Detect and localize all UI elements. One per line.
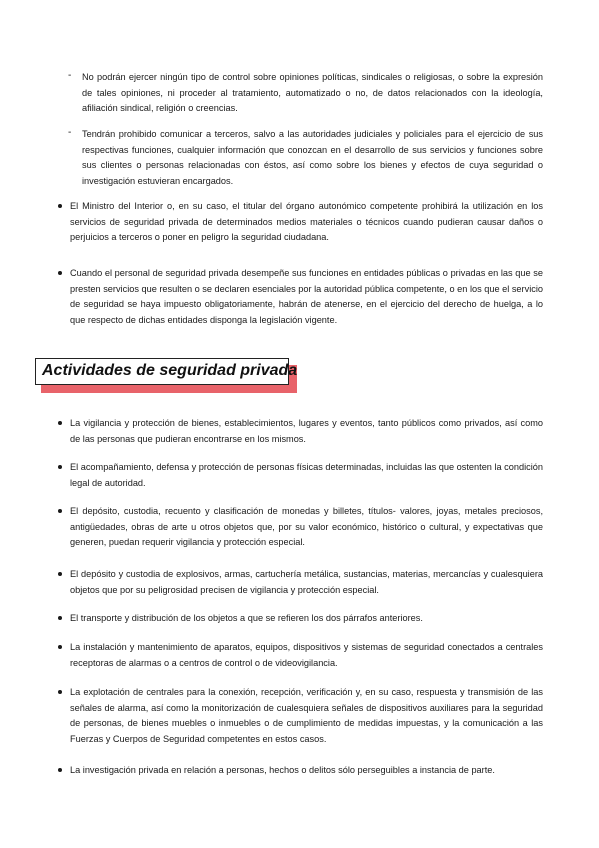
activity-text: La investigación privada en relación a personas, hechos o delitos sólo perseguibles a instancia de parte.: [70, 765, 495, 775]
bullet-marker: [58, 645, 62, 649]
heading-box: [35, 358, 298, 385]
activity-item: [70, 640, 543, 671]
activity-item: [70, 567, 543, 598]
dash-list-item: [68, 70, 543, 117]
activity-text: El depósito y custodia de explosivos, armas, cartuchería metálica, sustancias, materias, mercancías y cualesquiera objetos que por su peligrosidad precisen de vigilancia y protección especial.: [70, 569, 543, 595]
activity-text: El acompañamiento, defensa y protección de personas físicas determinadas, incluidas las que ostenten la condición legal de autoridad.: [70, 462, 543, 488]
bullet-list-item: [70, 266, 543, 328]
bullet-marker: [58, 509, 62, 513]
bullet-marker: [58, 690, 62, 694]
activity-text: La explotación de centrales para la conexión, recepción, verificación y, en su caso, respuesta y transmisión de las señales de alarma, así como la monitorización de cualesquiera señales de dispositivos auxiliares para la seguridad de personas, de bienes muebles o inmuebles o de cumplimiento de medidas impuestas, y la comunicación a las Fuerzas y Cuerpos de Seguridad competentes en estos casos.: [70, 687, 543, 744]
activity-item: [70, 763, 543, 779]
section-heading: [35, 358, 297, 394]
bullet-item-text: Cuando el personal de seguridad privada desempeñe sus funciones en entidades públicas o privadas en las que se presten servicios que resulten o se declaren esenciales por la autoridad pública competente, o en los que el servicio de seguridad se haya impuesto obligatoriamente, habrán de atenerse, en el ejercicio del derecho de huelga, a lo que respecto de dichas entidades disponga la legislación vigente.: [70, 268, 543, 325]
section-heading-text: Actividades de seguridad privada: [42, 362, 298, 379]
dash-marker: -: [68, 70, 72, 81]
bullet-marker: [58, 768, 62, 772]
activity-item: [70, 416, 543, 447]
bullet-item-text: El Ministro del Interior o, en su caso, el titular del órgano autonómico competente prohibirá la utilización en los servicios de seguridad privada de determinados medios materiales o técnicos cuando pudieran causar daños o perjuicios a terceros o poner en peligro la seguridad ciudadana.: [70, 201, 543, 242]
bullet-list-item: [70, 199, 543, 246]
activity-item: [70, 685, 543, 747]
activity-item: [70, 611, 543, 627]
bullet-marker: [58, 572, 62, 576]
activity-text: La instalación y mantenimiento de aparatos, equipos, dispositivos y sistemas de seguridad conectados a centrales receptoras de alarmas o a centros de control o de videovigilancia.: [70, 642, 543, 668]
bullet-marker: [58, 616, 62, 620]
activity-item: [70, 460, 543, 491]
dash-list-item: [68, 127, 543, 189]
dash-marker: -: [68, 127, 72, 138]
bullet-marker: [58, 465, 62, 469]
activity-text: El transporte y distribución de los objetos a que se refieren los dos párrafos anteriores.: [70, 613, 423, 623]
bullet-marker: [58, 204, 62, 208]
activity-text: El depósito, custodia, recuento y clasificación de monedas y billetes, títulos- valores, joyas, metales preciosos, antigüedades, obras de arte u otros objetos que, por su valor económico, histórico o cultural, y expectativas que generen, puedan requerir vigilancia y protección especial.: [70, 506, 543, 547]
activity-text: La vigilancia y protección de bienes, establecimientos, lugares y eventos, tanto públicos como privados, así como de las personas que pudieran encontrarse en los mismos.: [70, 418, 543, 444]
dash-item-text: Tendrán prohibido comunicar a terceros, salvo a las autoridades judiciales y policiales para el ejercicio de sus respectivas funciones, cualquier información que conozcan en el desarrollo de sus servicios y funciones sobre sus clientes o personas relacionadas con éstos, así como sobre los bienes y efectos de cuya seguridad o investigación estuvieran encargados.: [82, 129, 543, 186]
bullet-marker: [58, 271, 62, 275]
bullet-marker: [58, 421, 62, 425]
activity-item: [70, 504, 543, 551]
dash-item-text: No podrán ejercer ningún tipo de control sobre opiniones políticas, sindicales o religiosas, o sobre la expresión de tales opiniones, ni proceder al tratamiento, automatizado o no, de datos relacionados con la ideología, afiliación sindical, religión o creencias.: [82, 72, 543, 113]
